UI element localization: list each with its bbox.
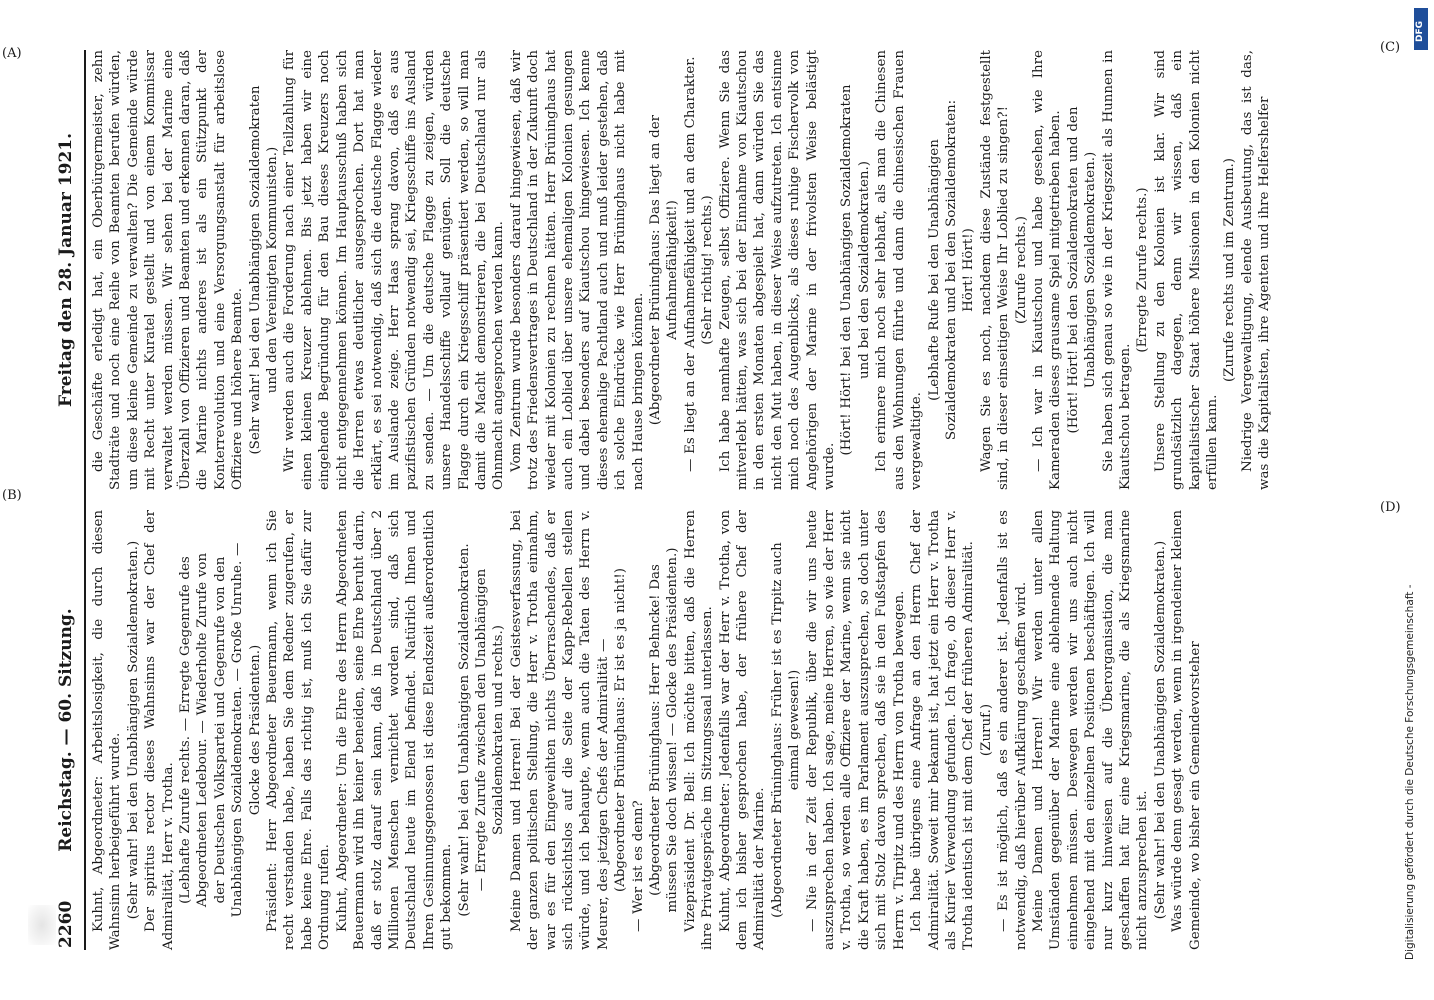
paragraph: (Abgeordneter Brüninghaus: Das liegt an der Aufnahmefähigkeit!) <box>648 114 681 426</box>
paragraph: — Es ist möglich, daß es ein anderer ist. Jedenfalls ist es notwendig, daß hierüber Aufklärung geschaffen wird. <box>996 510 1029 950</box>
paragraph: Niedrige Vergewaltigung, elende Ausbeutung, das ist das, was die Kapitalisten, ihre Agenten und ihre Helfershelfer <box>1239 50 1273 490</box>
margin-mark-d: (D) <box>1380 500 1401 515</box>
paragraph: (Hört! Hört! bei den Sozialdemokraten und den Unabhängigen Sozialdemokraten.) <box>1065 106 1099 434</box>
paragraph: (Sehr wahr! bei den Unabhängigen Sozialdemokraten. — Erregte Zurufe zwischen den Unabhängigen Sozialdemokraten und rechts.) <box>456 543 507 917</box>
paragraph: (Abgeordneter Brüninghaus: Er ist es ja nicht!) <box>613 567 629 893</box>
paragraph: Was würde denn gesagt werden, wenn in irgendeiner kleinen Gemeinde, wo bisher ein Gemeindevorsteher <box>1170 510 1203 950</box>
left-column-text <box>90 510 1204 950</box>
paragraph: Kuhnt, Abgeordneter: Um die Ehre des Herrn Abgeordneten Beuermann wird ihn keiner beneiden, seine Ehre beruht darin, daß er stolz darauf sein kann, daß in Deutschland über 2 Millionen Menschen vernichtet worden sind, daß sich Deutschland heute im Elend befindet. Natürlich Ihnen und Ihren Gesinnungsgenossen ist diese Elendszeit außerordentlich gut bekommen. <box>334 510 455 950</box>
paragraph: Ich habe namhafte Zeugen, selbst Offiziere. Wenn Sie das mitverlebt hätten, was sich bei der Einnahme von Kiautschou in den ersten Monaten abgespielt hat, dann würden Sie das nicht den Mut haben, in dieser Weise aufzutreten. Ich entsinne mich noch des Augenblicks, als dieses ruhige Fischervolk von Angehörigen der Marine in der frivolsten Weise belästigt wurde. <box>717 50 838 490</box>
paragraph: (Abgeordneter Brüninghaus: Früher ist es Tirpitz auch einmal gewesen!) <box>769 542 803 918</box>
right-running-title: Freitag den 28. Januar 1921. <box>56 132 76 408</box>
paragraph: (Hört! Hört! bei den Unabhängigen Sozialdemokraten und bei den Sozialdemokraten.) <box>839 84 872 456</box>
paragraph: (Lebhafte Rufe bei den Unabhängigen Sozialdemokraten und bei den Sozialdemokraten: Hört! Hört!) <box>926 99 977 441</box>
paragraph: (Lebhafte Zurufe rechts. — Erregte Gegenrufe des Abgeordneten Ledebour. — Wiederholte Zurufe von der Deutschen Volkspartei und Gegenrufe von den Unabhängigen Sozialdemokraten. — Große Unruhe. — Glocke des Präsidenten.) <box>178 542 263 918</box>
margin-mark-c: (C) <box>1380 40 1401 55</box>
credit-text: Digitalisierung gefördert durch die Deutsche Forschungsgemeinschaft - <box>1404 584 1416 960</box>
paragraph: Ich erinnere mich noch sehr lebhaft, als man die Chinesen aus den Wohnungen führte und dann die chinesischen Frauen vergewaltigte. <box>874 50 925 490</box>
rotated-page <box>50 50 1395 950</box>
paragraph: (Zurufe rechts und im Zentrum.) <box>1222 157 1238 383</box>
paragraph: Der spiritus rector dieses Wahnsinns war der Chef der Admiralität, Herr v. Trotha. <box>143 510 176 950</box>
paragraph: — Nie in der Zeit der Republik, über die wir uns heute auszusprechen haben. Ich sage, meine Herren, so wie der Herr v. Trotha, so werden alle Offiziere der Marine, wenn sie nicht die Kraft haben, es im Parlament auszusprechen, so doch unter sich mit Stolz davon sprechen, daß sie in den Fußstapfen des Herrn v. Tirpitz und des Herrn von Trotha bewegen. <box>804 510 907 950</box>
margin-mark-a: (A) <box>2 46 22 61</box>
paragraph: (Sehr richtig! rechts.) <box>700 195 716 345</box>
paragraph: Meine Damen und Herren! Bei der Geistesverfassung, bei der ganzen politischen Stellung, die Herr v. Trotha einnahm, war es für den Eingeweihten nichts Überraschendes, daß er sich rücksichtslos auf die Seite der Kapp-Rebellen stellen würde, und ich behaupte, wenn auch die Taten des Herrn v. Meurer, des jetzigen Chefs der Admiralität — <box>508 510 611 950</box>
margin-mark-b: (B) <box>2 488 22 503</box>
paragraph: die Geschäfte erledigt hat, ein Oberbürgermeister, zehn Stadträte und noch eine Reihe von Beamten berufen würden, um diese kleine Gemeinde zu verwalten? Die Gemeinde würde mit Recht unter Kuratel gestellt und von einem Kommissar verwaltet werden müssen. Wir sehen bei der Marine eine Überzahl von Offizieren und Beamten und erkennen daran, daß die Marine nichts anderes ist als ein Stützpunkt der Konterrevolution und eine Versorgungsanstalt für arbeitslose Offiziere und höhere Beamte. <box>91 50 246 490</box>
page-number: 2260 <box>56 900 76 948</box>
paragraph: — Ich war in Kiautschou und habe gesehen, wie Ihre Kameraden dieses grausame Spiel mitgetrieben haben. <box>1030 50 1064 490</box>
paragraph: (Erregte Zurufe rechts.) <box>1135 187 1151 353</box>
paragraph: Unsere Stellung zu den Kolonien ist klar. Wir sind grundsätzlich dagegen, denn wir wissen, daß ein kapitalistischer Staat höhere Missionen in den Kolonien nicht erfüllen kann. <box>1152 50 1220 490</box>
paragraph: — Es liegt an der Aufnahmefähigkeit und an dem Charakter. <box>682 56 698 472</box>
paragraph: (Zurufe rechts.) <box>1013 216 1029 324</box>
paragraph: (Sehr wahr! bei den Unabhängigen Sozialdemokraten.) <box>125 540 141 920</box>
paragraph: Vom Zentrum wurde besonders darauf hingewiesen, daß wir trotz des Friedensvertrages in Deutschland in der Zukunft doch wieder mit Kolonien zu rechnen hätten. Herr Brüninghaus hat auch ein Loblied über unsere ehemaligen Kolonien gesungen und dabei besonders auf Kiautschou hingewiesen. Ich kenne dieses ehemalige Pachtland auch und muß leider gestehen, daß ich solche Eindrücke wie Herr Brüninghaus nicht habe mit nach Hause bringen können. <box>508 50 646 490</box>
paragraph: Sie haben sich genau so wie in der Kriegszeit als Hunnen in Kiautschou betragen. <box>1100 50 1133 490</box>
paragraph: (Abgeordneter Brüninghaus: Herr Behncke! Das müssen Sie doch wissen! — Glocke des Präsidenten.) <box>648 547 681 913</box>
paragraph: (Sehr wahr! bei den Unabhängigen Sozialdemokraten und den Vereinigten Kommunisten.) <box>247 85 281 455</box>
paragraph: (Zuruf.) <box>978 703 994 757</box>
paragraph: Präsident: Herr Abgeordneter Beuermann, wenn ich Sie recht verstanden habe, haben Sie dem Redner zugerufen, er habe keine Ehre. Falls das richtig ist, muß ich Sie dafür zur Ordnung rufen. <box>265 510 333 950</box>
paragraph: Wir werden auch die Forderung nach einer Teilzahlung für einen kleinen Kreuzer ablehnen. Bis jetzt haben wir eine eingehende Begründung für den Bau dieses Kreuzers noch nicht entgegennehmen können. Im Hauptausschuß haben sich die Herren etwas deutlicher ausgesprochen. Dort hat man erklärt, es sei notwendig, daß sich die deutsche Flagge wieder im Auslande zeige. Herr Haas sprang davon, daß es aus pazifistischen Gründen notwendig sei, Kriegsschiffe ins Ausland zu senden. — Um die deutsche Flagge zu zeigen, würden unsere Handelsschiffe vollauf genügen. Soll die deutsche Flagge durch ein Kriegsschiff präsentiert werden, so will man damit die Macht demonstrieren, die bei Deutschland nur als Ohnmacht angesprochen werden kann. <box>282 50 507 490</box>
paragraph: (Sehr wahr! bei den Unabhängigen Sozialdemokraten.) <box>1152 540 1168 920</box>
paragraph: Wagen Sie es noch, nachdem diese Zustände festgestellt sind, in dieser einseitigen Weise Ihr Loblied zu singen?! <box>978 50 1012 490</box>
digitization-credit <box>1404 0 1430 1000</box>
right-column <box>90 50 1390 490</box>
paragraph: Meine Damen und Herren! Wir werden unter allen Umständen gegenüber der Marine eine ablehnende Haltung einnehmen müssen. Deswegen werden wir uns auch nicht eingehend mit den einzelnen Positionen beschäftigen. Ich will nur kurz hinweisen auf die Überorganisation, die man geschaffen hat für eine Kriegsmarine, die als Kriegsmarine nicht anzusprechen ist. <box>1030 510 1151 950</box>
paragraph: Kuhnt, Abgeordneter: Arbeitslosigkeit, die durch diesen Wahnsinn herbeigeführt wurde. <box>91 510 124 950</box>
scan-smudge <box>28 905 56 945</box>
right-column-text <box>90 50 1274 490</box>
left-column <box>90 510 1390 950</box>
left-running-title: Reichstag. — 60. Sitzung. <box>56 608 76 852</box>
page-header <box>50 50 86 950</box>
dfg-logo: DFG <box>1414 8 1428 50</box>
paragraph: Vizepräsident Dr. Bell: Ich möchte bitten, daß die Herren ihre Privatgespräche im Sitzungssaal unterlassen. <box>682 510 716 950</box>
paragraph: Ich habe übrigens eine Anfrage an den Herrn Chef der Admiralität. Soweit mir bekannt ist, hat jetzt ein Herr v. Trotha als Kurier Verwendung gefunden. Ich frage, ob dieser Herr v. Trotha identisch ist mit dem Chef der früheren Admiralität. <box>909 510 977 950</box>
paragraph: — Wer ist es denn? <box>630 800 646 932</box>
paragraph: Kuhnt, Abgeordneter: Jedenfalls war der Herr v. Trotha, von dem ich bisher gesprochen habe, der frühere Chef der Admiralität der Marine. <box>717 510 768 950</box>
